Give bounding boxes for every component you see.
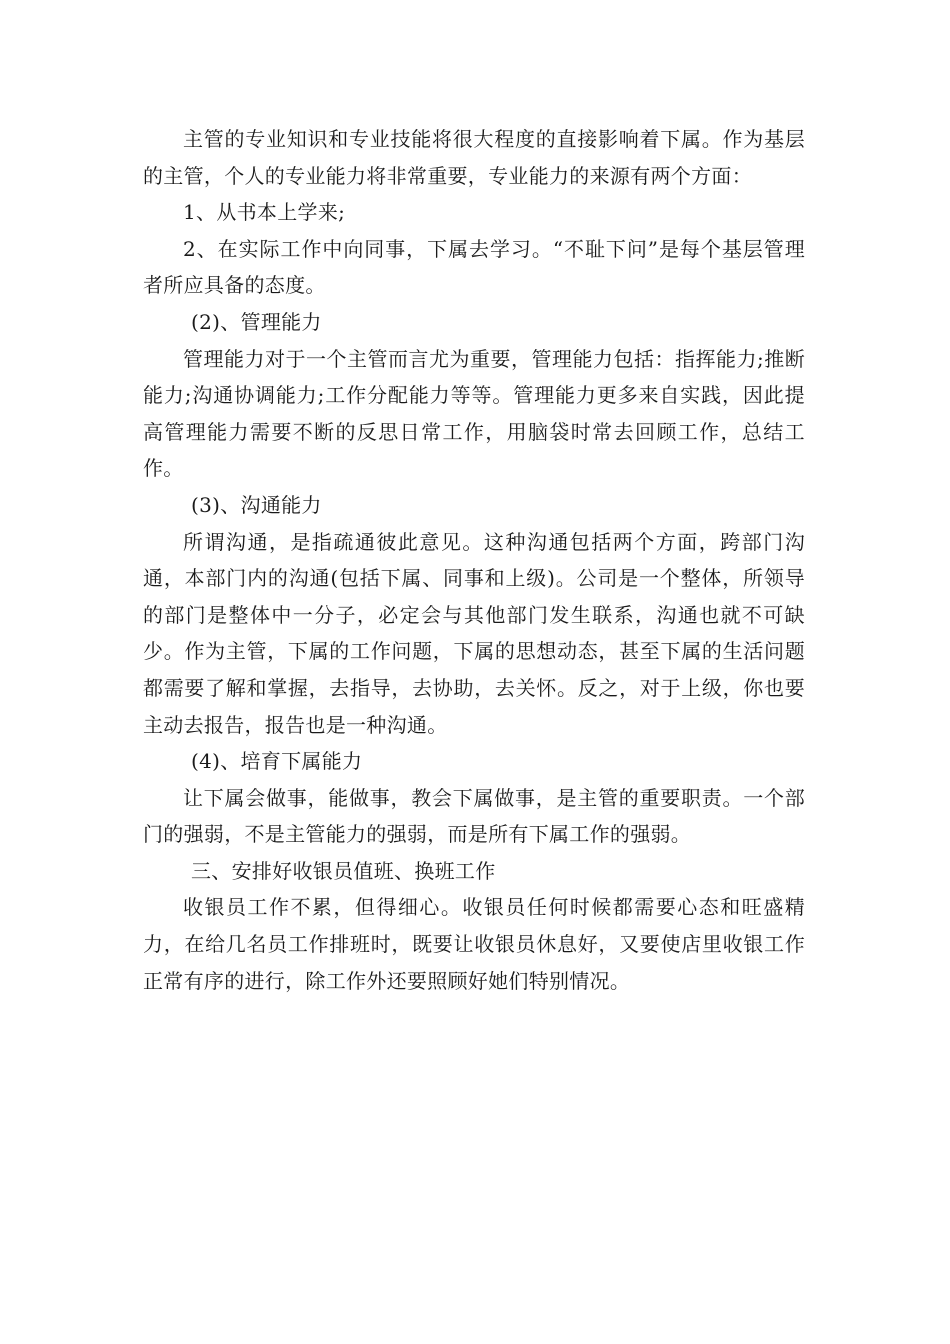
list-item-colleagues: 2、在实际工作中向同事，下属去学习。“不耻下问”是每个基层管理者所应具备的态度。 — [143, 236, 805, 298]
document-page — [143, 121, 805, 999]
paragraph-shift-arrangement: 收银员工作不累，但得细心。收银员任何时候都需要心态和旺盛精力，在给几名员工作排班时，既要让收银员休息好，又要使店里收银工作正常有序的进行，除工作外还要照顾好她们特别情况。 — [143, 895, 805, 993]
paragraph-communication: 所谓沟通，是指疏通彼此意见。这种沟通包括两个方面，跨部门沟通，本部门内的沟通(包括下属、同事和上级)。公司是一个整体，所领导的部门是整体中一分子，必定会与其他部门发生联系，沟通也就不可缺少。作为主管，下属的工作问题，下属的思想动态，甚至下属的生活问题都需要了解和掌握，去指导，去协助，去关怀。反之，对于上级，你也要主动去报告，报告也是一种沟通。 — [143, 529, 805, 737]
list-item-books: 1、从书本上学来; — [183, 200, 346, 225]
section-heading-shift-arrangement: 三、安排好收银员值班、换班工作 — [191, 858, 496, 883]
section-heading-communication: (3)、沟通能力 — [191, 492, 322, 517]
section-heading-training: (4)、培育下属能力 — [191, 749, 363, 774]
paragraph-intro: 主管的专业知识和专业技能将很大程度的直接影响着下属。作为基层的主管，个人的专业能力将非常重要，专业能力的来源有两个方面： — [143, 127, 805, 188]
section-heading-management: (2)、管理能力 — [191, 309, 322, 334]
paragraph-training: 让下属会做事，能做事，教会下属做事，是主管的重要职责。一个部门的强弱，不是主管能力的强弱，而是所有下属工作的强弱。 — [143, 785, 805, 847]
paragraph-management: 管理能力对于一个主管而言尤为重要，管理能力包括：指挥能力;推断能力;沟通协调能力;工作分配能力等等。管理能力更多来自实践，因此提高管理能力需要不断的反思日常工作，用脑袋时常去回顾工作，总结工作。 — [143, 346, 805, 481]
